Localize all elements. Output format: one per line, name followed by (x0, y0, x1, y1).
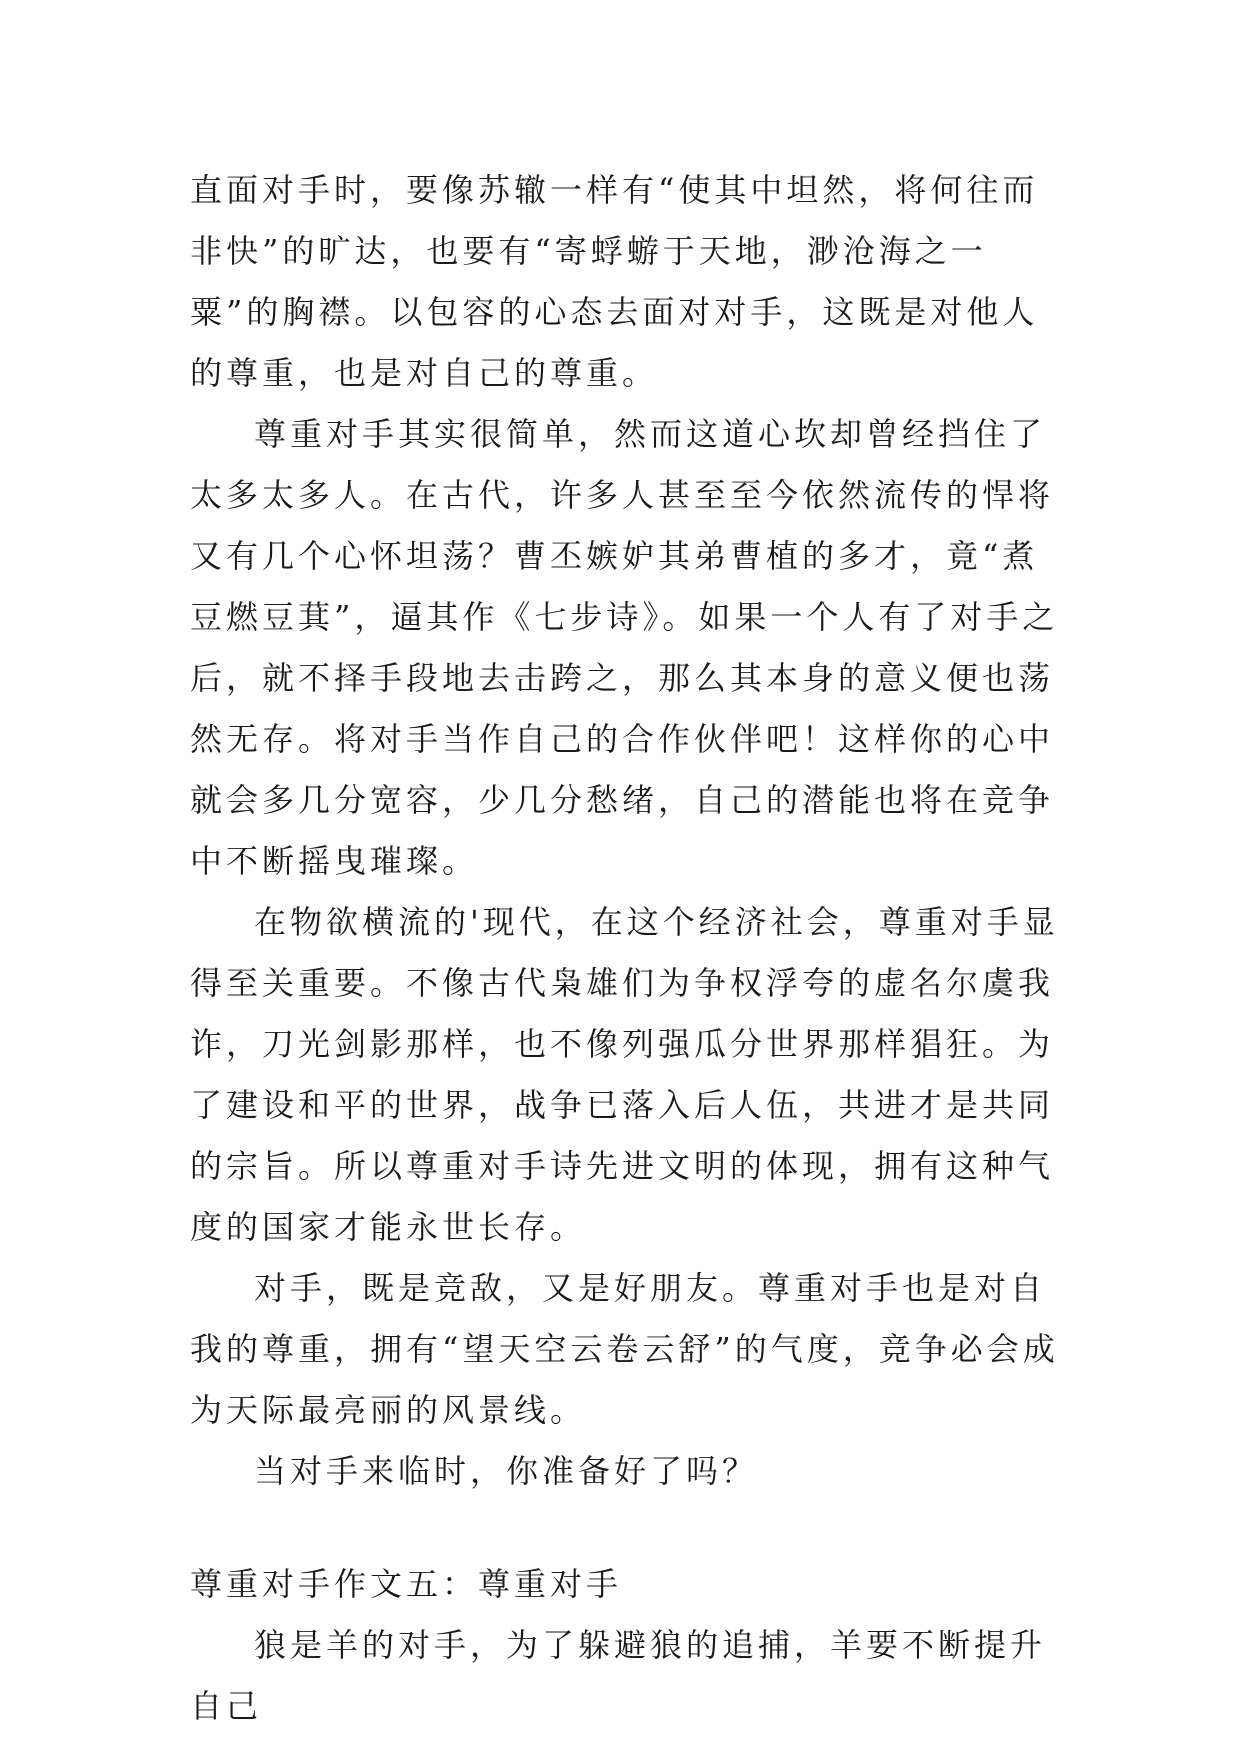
paragraph-6: 狼是羊的对手，为了躲避狼的追捕，羊要不断提升自己 (190, 1626, 1047, 1725)
paragraph-2: 尊重对手其实很简单，然而这道心坎却曾经挡住了太多太多人。在古代，许多人甚至至今依然流传的悍将又有几个心怀坦荡？曹丕嫉妒其弟曹植的多才，竟“煮豆燃豆萁”，逼其作《七步诗》。如果一个人有了对手之后，就不择手段地去击跨之，那么其本身的意义便也荡然无存。将对手当作自己的合作伙伴吧！这样你的心中就会多几分宽容，少几分愁绪，自己的潜能也将在竞争中不断摇曳璀璨。 (190, 415, 1059, 880)
document-body (190, 160, 1060, 1737)
paragraph-1: 直面对手时，要像苏辙一样有“使其中坦然，将何往而非快”的旷达，也要有“寄蜉蝣于天地，渺沧海之一粟”的胸襟。以包容的心态去面对对手，这既是对他人的尊重，也是对自己的尊重。 (190, 171, 1039, 392)
paragraph-5: 当对手来临时，你准备好了吗？ (254, 1452, 759, 1490)
section-heading: 尊重对手作文五：尊重对手 (190, 1565, 623, 1603)
paragraph-3: 在物欲横流的'现代，在这个经济社会，尊重对手显得至关重要。不像古代枭雄们为争权浮夸的虚名尔虞我诈，刀光剑影那样，也不像列强瓜分世界那样猖狂。为了建设和平的世界，战争已落入后人伍，共进才是共同的宗旨。所以尊重对手诗先进文明的体现，拥有这种气度的国家才能永世长存。 (190, 903, 1059, 1246)
paragraph-4: 对手，既是竞敌，又是好朋友。尊重对手也是对自我的尊重，拥有“望天空云卷云舒”的气度，竞争必会成为天际最亮丽的风景线。 (190, 1269, 1059, 1429)
